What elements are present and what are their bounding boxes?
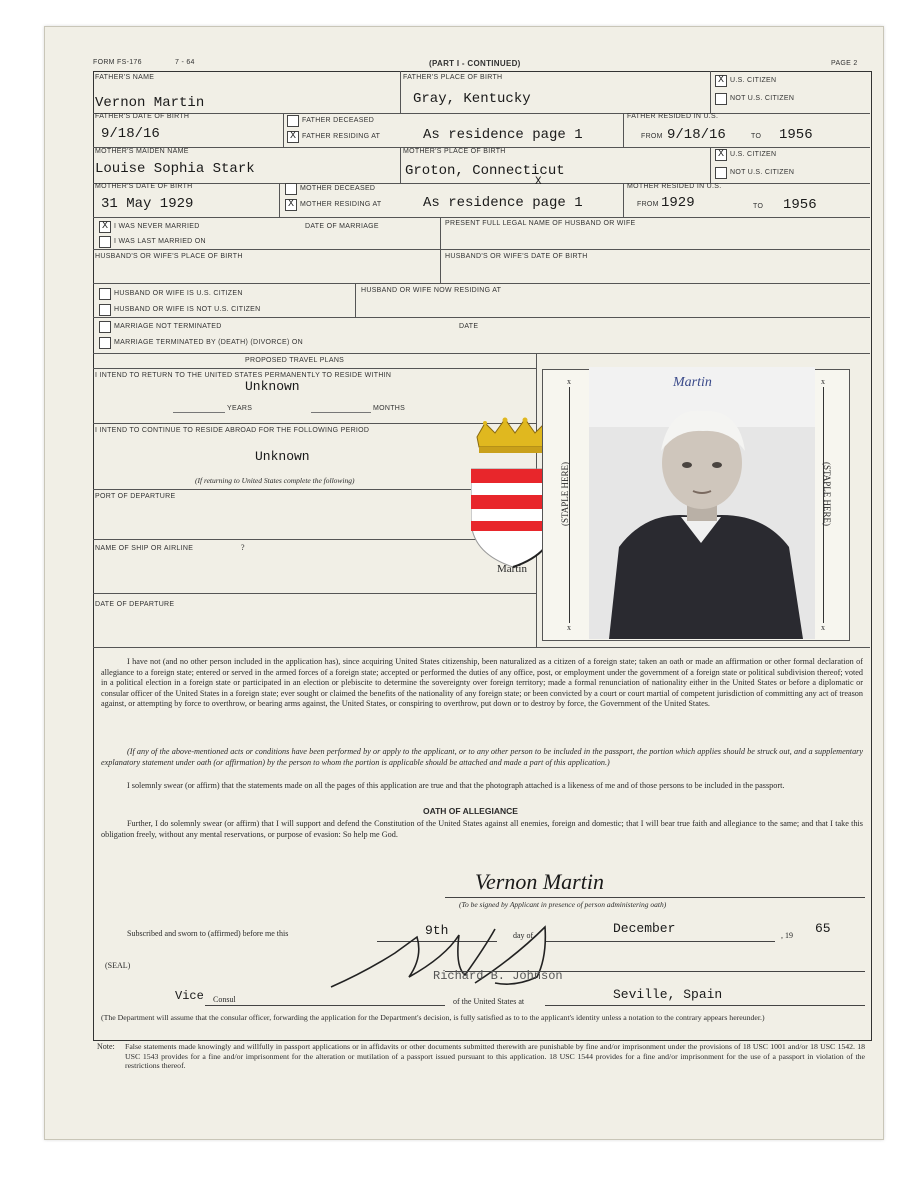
spouse-citizen-checkbox[interactable]: [99, 288, 111, 300]
col-line: [283, 113, 284, 147]
months-label: MONTHS: [373, 405, 406, 412]
ship-value[interactable]: ?: [241, 543, 245, 552]
marriage-terminated-label: MARRIAGE TERMINATED BY (DEATH) (DIVORCE) ON: [114, 339, 303, 346]
spouse-name-label: PRESENT FULL LEGAL NAME OF HUSBAND OR WIFE: [445, 220, 636, 227]
form-date: 7 - 64: [175, 59, 195, 66]
spouse-citizen-label: HUSBAND OR WIFE IS U.S. CITIZEN: [114, 290, 243, 297]
subscribed-label: Subscribed and sworn to (affirmed) before me this: [127, 929, 289, 938]
col-line: [355, 283, 356, 317]
port-label: PORT OF DEPARTURE: [95, 493, 176, 500]
father-from-value[interactable]: 9/18/16: [667, 127, 726, 143]
child-portrait-icon: [589, 367, 815, 639]
staple-here-left: (STAPLE HERE): [560, 461, 571, 527]
corner-x: x: [567, 623, 571, 632]
oath-paragraph: Further, I do solemnly swear (or affirm) that I will support and defend the Constitution of the United States against all enemies, foreign and domestic; that I will bear true faith and allegiance to the same; and that I take this obligation freely, without any mental reservations, or purpose of evasion: So help me God.: [101, 819, 863, 839]
col-line: [623, 113, 624, 147]
father-resided-label: FATHER RESIDED IN U.S.: [627, 113, 719, 120]
row-line: [93, 249, 870, 250]
father-deceased-label: FATHER DECEASED: [302, 117, 375, 124]
col-line: [710, 71, 711, 113]
signature-line: [445, 897, 865, 898]
father-citizen-checkbox[interactable]: X: [715, 75, 727, 87]
consulate-place[interactable]: Seville, Spain: [613, 987, 723, 1002]
blank-line: [173, 412, 225, 413]
seal-label: (SEAL): [105, 961, 131, 970]
row-line: [93, 368, 536, 369]
mother-residing-checkbox[interactable]: X: [285, 199, 297, 211]
father-name-label: FATHER'S NAME: [95, 74, 155, 81]
years-label: YEARS: [227, 405, 253, 412]
mother-not-citizen-checkbox[interactable]: [715, 167, 727, 179]
continue-label: I INTEND TO CONTINUE TO RESIDE ABROAD FOR THE FOLLOWING PERIOD: [95, 427, 370, 434]
returning-note: (If returning to United States complete the following): [195, 476, 355, 485]
corner-x: x: [821, 377, 825, 386]
row-line: [93, 283, 870, 284]
father-not-citizen-label: NOT U.S. CITIZEN: [730, 95, 795, 102]
amendment-paragraph: (If any of the above-mentioned acts or conditions have been performed by or apply to the applicant, or to any other person to be included in the passport, the portion which applies should be struck out, and a supplementary explanatory statement under oath (or affirmation) by the person to whom the portion is applicable should be attached and made a part of this application.): [101, 747, 863, 767]
spouse-not-citizen-checkbox[interactable]: [99, 304, 111, 316]
statement-paragraph: I have not (and no other person included in the application has), since acquiring United States citizenship, been naturalized as a citizen of a foreign state; taken an oath or made an affirmation or other formal declaration of allegiance to a foreign state; entered or served in the armed forces of a foreign state; accepted or performed the duties of any office, post, or employment under the government of a foreign state or political subdivision thereof; voted in a political election in a foreign state or participated in an election or plebiscite to determine the sovereignty over foreign territory; made a formal renunciation of nationality either in the United States or before a diplomatic or consular officer of the United States in a foreign state; ever sought or claimed the benefits of the nationality of any foreign state; or been convicted by a court or court martial of competent jurisdiction of committing any act of treason against, or attempting by force to overthrow, or bearing arms against, the United States, or conspiring to overthrow, put down or to destroy by force, the Government of the United States.: [101, 657, 863, 708]
row-line: [93, 539, 536, 540]
mother-pob-value[interactable]: Groton, Connecticut: [405, 163, 565, 179]
row-line: [93, 317, 870, 318]
father-pob-label: FATHER'S PLACE OF BIRTH: [403, 74, 503, 81]
truth-paragraph: I solemnly swear (or affirm) that the statements made on all the pages of this application are true and that the photograph attached is a likeness of me and of those persons to be included in the passport.: [127, 781, 785, 790]
father-citizen-label: U.S. CITIZEN: [730, 77, 777, 84]
father-not-citizen-checkbox[interactable]: [715, 93, 727, 105]
vice-label: Vice: [175, 989, 204, 1003]
crest-caption: Martin: [497, 563, 527, 575]
marriage-not-terminated-checkbox[interactable]: [99, 321, 111, 333]
day-of-label: day of: [513, 931, 534, 940]
oath-title: OATH OF ALLEGIANCE: [423, 806, 518, 816]
year-prefix: , 19: [781, 931, 793, 940]
mother-to-value[interactable]: 1956: [783, 197, 817, 213]
mother-maiden-value[interactable]: Louise Sophia Stark: [95, 161, 255, 177]
ship-label: NAME OF SHIP OR AIRLINE: [95, 545, 194, 552]
never-married-checkbox[interactable]: X: [99, 221, 111, 233]
father-pob-value[interactable]: Gray, Kentucky: [413, 91, 531, 107]
never-married-label: I WAS NEVER MARRIED: [114, 223, 200, 230]
col-line: [400, 71, 401, 113]
last-married-label: I WAS LAST MARRIED ON: [114, 238, 206, 245]
department-note: (The Department will assume that the consular officer, forwarding the application for the Department's decision, is fully satisfied as to to the applicant's identity unless a notation to the contrary appears hereunder.): [101, 1013, 765, 1022]
father-residing-label: FATHER RESIDING AT: [302, 133, 381, 140]
date-of-marriage-label: DATE OF MARRIAGE: [305, 223, 379, 230]
row-line: [93, 217, 870, 218]
row-line: [93, 489, 536, 490]
col-line: [710, 147, 711, 183]
father-dob-label: FATHER'S DATE OF BIRTH: [95, 113, 190, 120]
return-value[interactable]: Unknown: [245, 379, 300, 394]
row-line: [93, 183, 870, 184]
father-name-value[interactable]: Vernon Martin: [95, 95, 205, 111]
row-line: [93, 113, 870, 114]
part-title: (PART I - CONTINUED): [429, 59, 521, 68]
mother-residing-label: MOTHER RESIDING AT: [300, 201, 382, 208]
form-page: [44, 26, 884, 1140]
corner-x: x: [567, 377, 571, 386]
photo-signature: Martin: [673, 375, 712, 390]
blank-line: [311, 412, 371, 413]
page-number: PAGE 2: [831, 60, 858, 67]
consular-officer-name: Richard B. Johnson: [433, 969, 563, 983]
col-line: [279, 183, 280, 217]
mother-pob-label: MOTHER'S PLACE OF BIRTH: [403, 148, 506, 155]
mother-not-citizen-label: NOT U.S. CITIZEN: [730, 169, 795, 176]
stray-mark: X: [535, 176, 542, 188]
father-to-label: TO: [751, 133, 762, 140]
blank-line: [545, 1005, 865, 1006]
travel-plans-title: PROPOSED TRAVEL PLANS: [245, 357, 345, 364]
mother-dob-label: MOTHER'S DATE OF BIRTH: [95, 183, 193, 190]
consul-label: Consul: [213, 995, 236, 1004]
father-from-label: FROM: [641, 133, 663, 140]
father-residing-value[interactable]: As residence page 1: [423, 127, 583, 143]
mother-maiden-label: MOTHER'S MAIDEN NAME: [95, 148, 189, 155]
row-line: [93, 423, 536, 424]
spouse-residing-label: HUSBAND OR WIFE NOW RESIDING AT: [361, 287, 502, 294]
subscribed-year[interactable]: 65: [815, 921, 831, 936]
spouse-dob-label: HUSBAND'S OR WIFE'S DATE OF BIRTH: [445, 253, 588, 260]
row-line: [93, 593, 536, 594]
of-us-label: of the United States at: [453, 997, 525, 1006]
marriage-date-label: DATE: [459, 323, 479, 330]
father-to-value[interactable]: 1956: [779, 127, 813, 143]
note-label: Note:: [97, 1042, 115, 1051]
subscribed-month[interactable]: December: [613, 921, 676, 936]
applicant-photo: [589, 367, 815, 639]
return-label: I INTEND TO RETURN TO THE UNITED STATES PERMANENTLY TO RESIDE WITHIN: [95, 372, 392, 379]
mother-residing-value[interactable]: As residence page 1: [423, 195, 583, 211]
spouse-pob-label: HUSBAND'S OR WIFE'S PLACE OF BIRTH: [95, 253, 243, 260]
spouse-not-citizen-label: HUSBAND OR WIFE IS NOT U.S. CITIZEN: [114, 306, 261, 313]
staple-here-right: (STAPLE HERE): [822, 461, 833, 527]
signature-note: (To be signed by Applicant in presence of person administering oath): [459, 900, 667, 909]
applicant-signature: Vernon Martin: [475, 869, 604, 894]
mother-deceased-label: MOTHER DECEASED: [300, 185, 376, 192]
consular-signature-icon: [325, 917, 585, 997]
mother-from-label: FROM: [637, 201, 659, 208]
mother-from-value[interactable]: 1929: [661, 195, 695, 211]
col-line: [400, 147, 401, 183]
departure-date-label: DATE OF DEPARTURE: [95, 601, 175, 608]
col-line: [440, 217, 441, 283]
subscribed-day[interactable]: 9th: [425, 923, 449, 938]
continue-value[interactable]: Unknown: [255, 449, 310, 464]
mother-resided-label: MOTHER RESIDED IN U.S.: [627, 183, 722, 190]
marriage-terminated-checkbox[interactable]: [99, 337, 111, 349]
father-dob-value[interactable]: 9/18/16: [101, 126, 160, 142]
penalty-note: False statements made knowingly and willfully in passport applications or in affidavits or other documents submitted therewith are punishable by fine and/or imprisonment under the provisions of 18 USC 1001 and/or 18 USC 1542. 18 USC 1543 provides for a fine and/or imprisonment for the alteration or mutilation of a passport issued pursuant to this application. 18 USC 1544 provides for a fine and/or imprisonment for the use of a passport in violation of the restrictions thereof.: [125, 1042, 865, 1070]
row-line: [93, 647, 870, 648]
corner-x: x: [821, 623, 825, 632]
mother-to-label: TO: [753, 203, 764, 210]
col-line: [623, 183, 624, 217]
mother-citizen-checkbox[interactable]: X: [715, 149, 727, 161]
marriage-not-terminated-label: MARRIAGE NOT TERMINATED: [114, 323, 222, 330]
last-married-checkbox[interactable]: [99, 236, 111, 248]
form-number: FORM FS-176: [93, 59, 142, 66]
father-deceased-checkbox[interactable]: [287, 115, 299, 127]
mother-deceased-checkbox[interactable]: [285, 183, 297, 195]
father-residing-checkbox[interactable]: X: [287, 131, 299, 143]
mother-citizen-label: U.S. CITIZEN: [730, 151, 777, 158]
blank-line: [205, 1005, 445, 1006]
mother-dob-value[interactable]: 31 May 1929: [101, 196, 194, 212]
